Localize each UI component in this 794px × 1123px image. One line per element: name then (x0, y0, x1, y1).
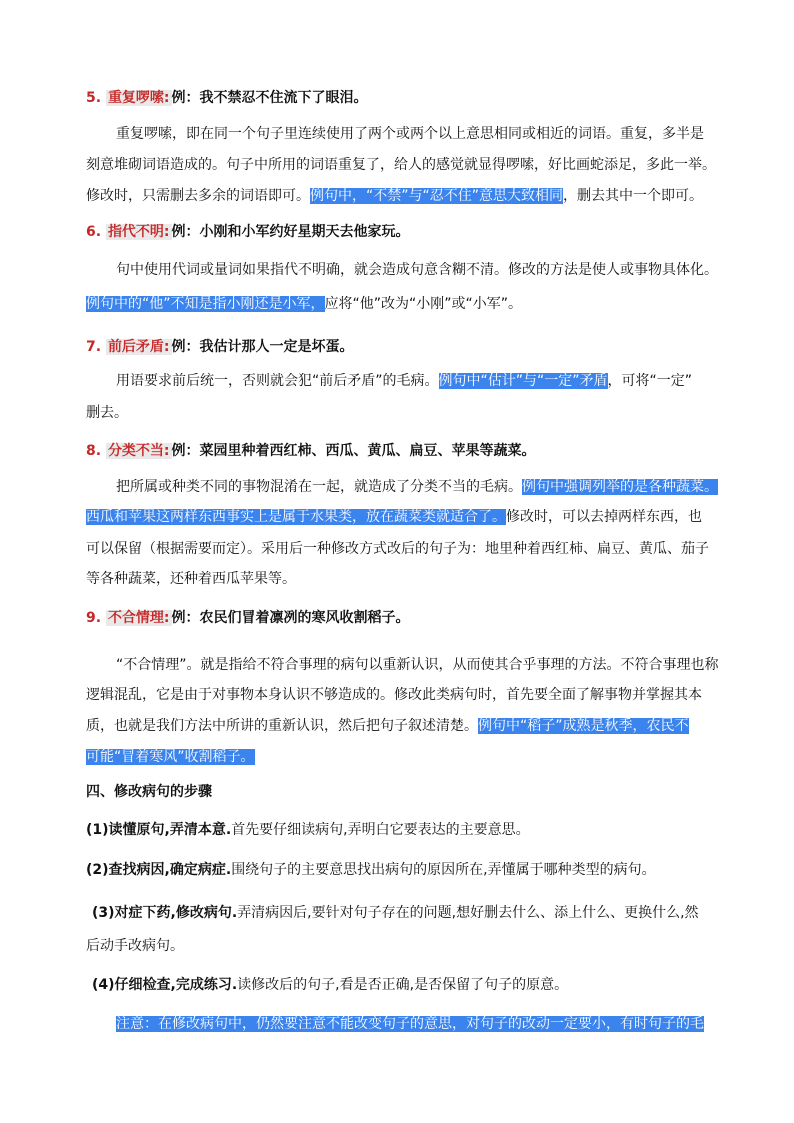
item-example: 例：我估计那人一定是坏蛋。 (171, 339, 354, 355)
item-example: 例：我不禁忍不住流下了眼泪。 (171, 90, 368, 106)
item-tag: 前后矛盾: (107, 339, 170, 355)
item-7-heading (86, 337, 716, 357)
item-number: 7. (86, 339, 102, 355)
item-tag: 分类不当: (107, 443, 170, 459)
highlighted-text: 例句中强调列举的是各种蔬菜。 (522, 479, 718, 495)
step-4: (4)仔细检查,完成练习.读修改后的句子,看是否正确,是否保留了句子的原意。 (92, 977, 569, 993)
highlighted-text: 可能“冒着寒风”收割稻子。 (86, 749, 255, 765)
highlighted-text: 例句中“估计”与“一定”矛盾 (438, 373, 608, 389)
paragraph-line: 把所属或种类不同的事物混淆在一起，就造成了分类不当的毛病。例句中强调列举的是各种蔬菜。 (116, 479, 718, 495)
paragraph-line: 质，也就是我们方法中所讲的重新认识，然后把句子叙述清楚。例句中“稻子”成熟是秋季，农民不 (86, 718, 689, 734)
paragraph-line: 等各种蔬菜，还种着西瓜苹果等。 (86, 571, 296, 587)
step-2: (2)查找病因,确定病症.围绕句子的主要意思找出病句的原因所在,弄懂属于哪种类型的病句。 (86, 862, 656, 878)
paragraph-line: 重复啰嗦，即在同一个句子里连续使用了两个或两个以上意思相同或相近的词语。重复，多半是 (116, 126, 704, 142)
item-tag: 重复啰嗦: (107, 90, 170, 106)
paragraph-line: “不合情理”。就是指给不符合事理的病句以重新认识，从而使其合乎事理的方法。不符合事理也称 (116, 657, 719, 673)
step-3: (3)对症下药,修改病句.弄清病因后,要针对句子存在的问题,想好删去什么、添上什么、更换什么,然 (92, 905, 699, 921)
step-3-continued: 后动手改病句。 (86, 938, 184, 954)
section-title: 四、修改病句的步骤 (86, 784, 212, 800)
item-number: 9. (86, 610, 102, 626)
item-9-heading (86, 608, 716, 628)
highlighted-text: 例句中“稻子”成熟是秋季，农民不 (478, 718, 689, 734)
highlighted-text: 例句中的“他”不知是指小刚还是小军， (86, 296, 325, 312)
item-6-heading (86, 222, 716, 242)
paragraph-line: 可以保留（根据需要而定）。采用后一种修改方式改后的句子为：地里种着西红柿、扁豆、黄瓜、茄子 (86, 541, 709, 557)
paragraph-line: 句中使用代词或量词如果指代不明确，就会造成句意含糊不清。修改的方法是使人或事物具体化。 (116, 262, 718, 278)
item-example: 例：小刚和小军约好星期天去他家玩。 (171, 224, 410, 240)
step-1: (1)读懂原句,弄清本意.首先要仔细读病句,弄明白它要表达的主要意思。 (86, 822, 530, 838)
paragraph-line: 刻意堆砌词语造成的。句子中所用的词语重复了，给人的感觉就显得啰嗦，好比画蛇添足，多此一举。 (86, 157, 716, 173)
item-8-heading (86, 441, 716, 461)
item-example: 例：菜园里种着西红柿、西瓜、黄瓜、扁豆、苹果等蔬菜。 (171, 443, 536, 459)
item-tag: 指代不明: (107, 224, 170, 240)
item-number: 5. (86, 90, 102, 106)
highlighted-text: 注意：在修改病句中，仍然要注意不能改变句子的意思，对句子的改动一定要小，有时句子的毛 (116, 1016, 704, 1032)
paragraph-line: 删去。 (86, 405, 128, 421)
paragraph-line (86, 747, 716, 767)
highlighted-text: 例句中，“不禁”与“忍不住”意思大致相同 (310, 188, 564, 204)
highlighted-text: 西瓜和苹果这两样东西事实上是属于水果类，放在蔬菜类就适合了。 (86, 509, 506, 525)
note-line (86, 1014, 746, 1034)
item-number: 8. (86, 443, 102, 459)
paragraph-line: 例句中的“他”不知是指小刚还是小军，应将“他”改为“小刚”或“小军”。 (86, 296, 523, 312)
item-5-heading (86, 88, 716, 108)
item-number: 6. (86, 224, 102, 240)
paragraph-line: 西瓜和苹果这两样东西事实上是属于水果类，放在蔬菜类就适合了。修改时，可以去掉两样东西，也 (86, 509, 702, 525)
paragraph-line: 逻辑混乱，它是由于对事物本身认识不够造成的。修改此类病句时，首先要全面了解事物并掌握其本 (86, 687, 702, 703)
paragraph-line: 用语要求前后统一，否则就会犯“前后矛盾”的毛病。例句中“估计”与“一定”矛盾，可将“一定” (116, 373, 693, 389)
paragraph-line: 修改时，只需删去多余的词语即可。例句中，“不禁”与“忍不住”意思大致相同，删去其中一个即可。 (86, 188, 704, 204)
item-example: 例：农民们冒着凛冽的寒风收割稻子。 (171, 610, 410, 626)
item-tag: 不合情理: (107, 610, 170, 626)
